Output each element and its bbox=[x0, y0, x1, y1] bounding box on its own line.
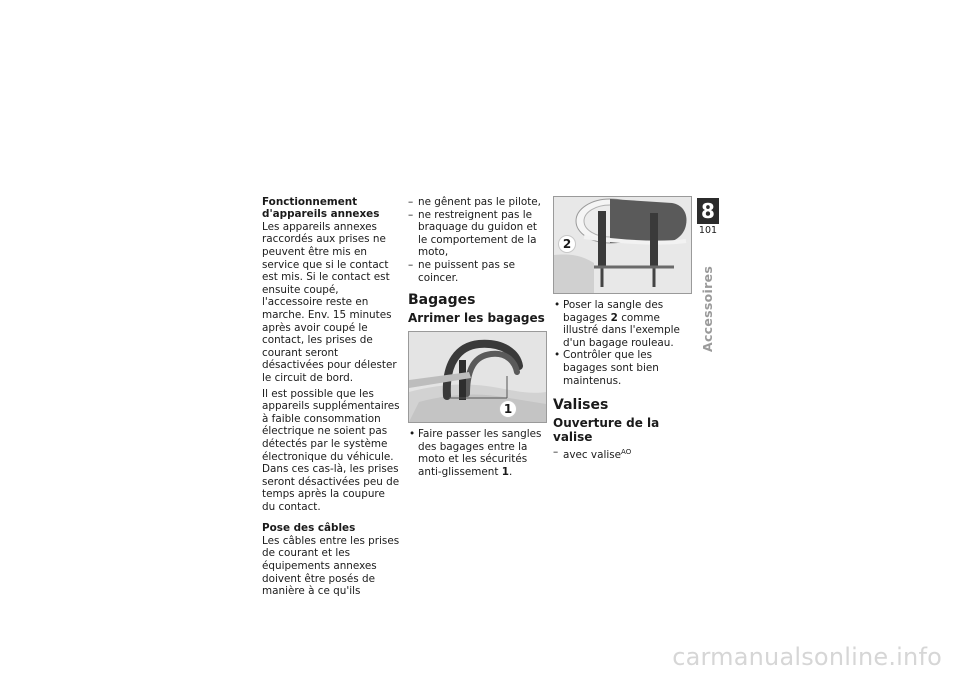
figure-roll-bag bbox=[553, 196, 692, 294]
bullet-text: Poser la sangle des bagages bbox=[563, 299, 664, 324]
heading-valises: Valises bbox=[553, 397, 609, 414]
watermark: carmanualsonline.info bbox=[672, 643, 942, 671]
bullet-list bbox=[408, 428, 545, 478]
figure-callout-1: 1 bbox=[499, 400, 517, 418]
list-item bbox=[553, 299, 692, 349]
paragraph: Les appareils annexes raccordés aux prises ne peuvent être mis en service que si le contact est mis. Si le contact est ensuite coupé, l'accessoire reste en marche. Env. 15 minutes après avoir coupé le contact, les prises de courant seront désactivées pour délester le circuit de bord. bbox=[262, 220, 397, 384]
list-item: – ne restreignent pas le braquage du guidon et le comportement de la moto, bbox=[408, 209, 545, 259]
bullet-text: Faire passer les sangles des bagages entre la moto et les sécurités anti-glissement bbox=[418, 428, 542, 478]
dash-text: avec valise bbox=[563, 449, 622, 462]
list-item: – ne gênent pas le pilote, bbox=[408, 196, 545, 209]
section-title-pose-cables: Pose des câbles bbox=[262, 522, 356, 535]
heading-bagages: Bagages bbox=[408, 292, 476, 309]
paragraph: Les câbles entre les prises de courant et les équipements annexes doivent être posés de manière à ce qu'ils bbox=[262, 534, 400, 598]
section-title-appareils-annexes: Fonctionnement d'appareils annexes bbox=[262, 196, 380, 221]
list-item: – ne puissent pas se coincer. bbox=[408, 259, 545, 284]
text-column-3 bbox=[553, 196, 692, 462]
section-label-vertical: Accessoires bbox=[700, 265, 715, 352]
luggage-rail-illustration bbox=[409, 332, 546, 422]
subheading-ouverture-valise: Ouverture de la valise bbox=[553, 416, 660, 445]
option-code: AO bbox=[621, 448, 632, 457]
bullet-list bbox=[553, 299, 692, 387]
list-item bbox=[408, 428, 545, 478]
figure-luggage-rail bbox=[408, 331, 547, 423]
tab-divider bbox=[701, 224, 715, 225]
page-number: 101 bbox=[698, 225, 718, 236]
list-item: • Contrôler que les bagages sont bien maintenus. bbox=[553, 349, 692, 387]
text-column-1 bbox=[262, 196, 400, 601]
dash-list bbox=[553, 446, 692, 462]
subheading-arrimer-bagages: Arrimer les bagages bbox=[408, 311, 545, 326]
chapter-tab bbox=[697, 198, 719, 238]
list-item bbox=[553, 446, 692, 462]
dash-list bbox=[408, 196, 545, 284]
paragraph: Il est possible que les appareils supplémentaires à faible consommation électrique ne soient pas détectés par le système électronique du véhicule. Dans ces cas-là, les prises seront désactivées peu de temps après la coupure du contact. bbox=[262, 387, 400, 513]
text-column-2 bbox=[408, 196, 545, 479]
figure-callout-2: 2 bbox=[558, 235, 576, 253]
bullet-text-rest: comme illustré dans l'exemple d'un bagage rouleau. bbox=[563, 311, 680, 349]
reference-number: 2 bbox=[610, 311, 618, 324]
chapter-number: 8 bbox=[697, 198, 719, 224]
reference-number: 1 bbox=[501, 465, 509, 478]
bullet-end: . bbox=[508, 465, 513, 478]
